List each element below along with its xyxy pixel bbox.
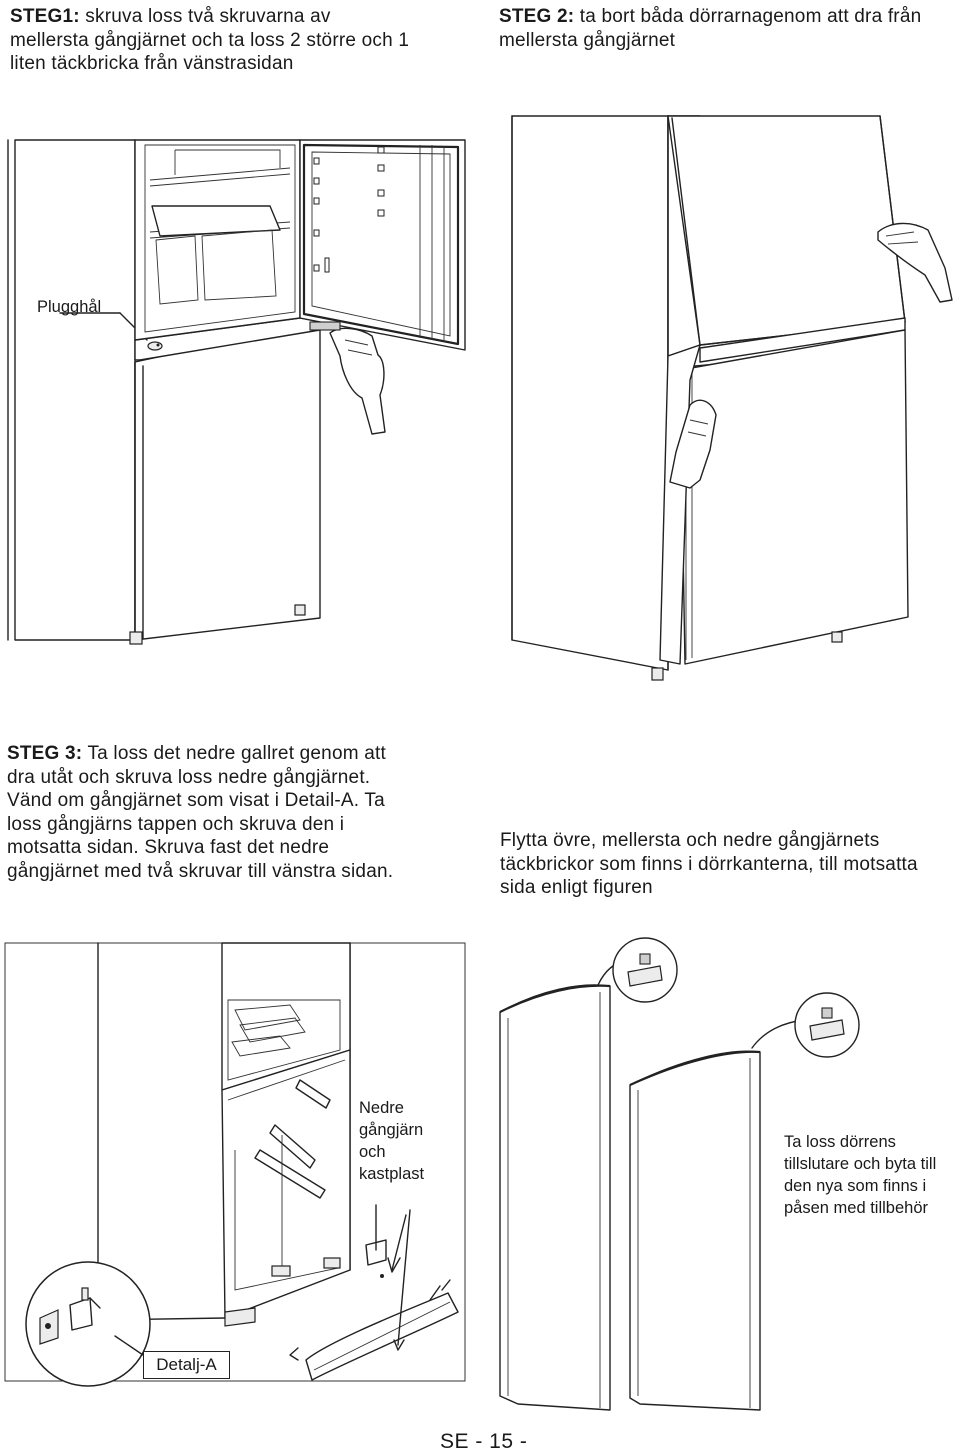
step1-text: skruva loss två skruvarna av mellersta gångjärnet och ta loss 2 större och 1 liten täckbricka från vänstrasidan [10,6,410,74]
nedre-gangjarn-label: Nedre gångjärn och kastplast [359,1099,425,1183]
step4-text: Flytta övre, mellersta och nedre gångjärnets täckbrickor som finns i dörrkanterna, till motsatta sida enligt figuren [500,830,918,898]
plugghal-label: Plugghål [37,298,102,316]
step3-text: Ta loss det nedre gallret genom att dra utåt och skruva loss nedre gångjärnet. Vänd om gångjärnet som visat i Detail-A. Ta loss gångjärns tappen och skruva den i motsatta sidan. Skruva fast det nedre gångjärnet med två skruvar till vänstra sidan. [7,743,394,882]
step2-heading: STEG 2: [499,6,575,27]
page-number: SE - 15 - [440,1430,528,1453]
step3-heading: STEG 3: [7,743,83,764]
step1-heading: STEG1: [10,6,80,27]
ta-loss-dorrens-label: Ta loss dörrens tillslutare och byta till den nya som finns i påsen med tillbehör [784,1133,937,1217]
step2-text: ta bort båda dörrarnagenom att dra från mellersta gångjärnet [499,6,922,51]
detalj-a-label: Detalj-A [143,1351,230,1379]
